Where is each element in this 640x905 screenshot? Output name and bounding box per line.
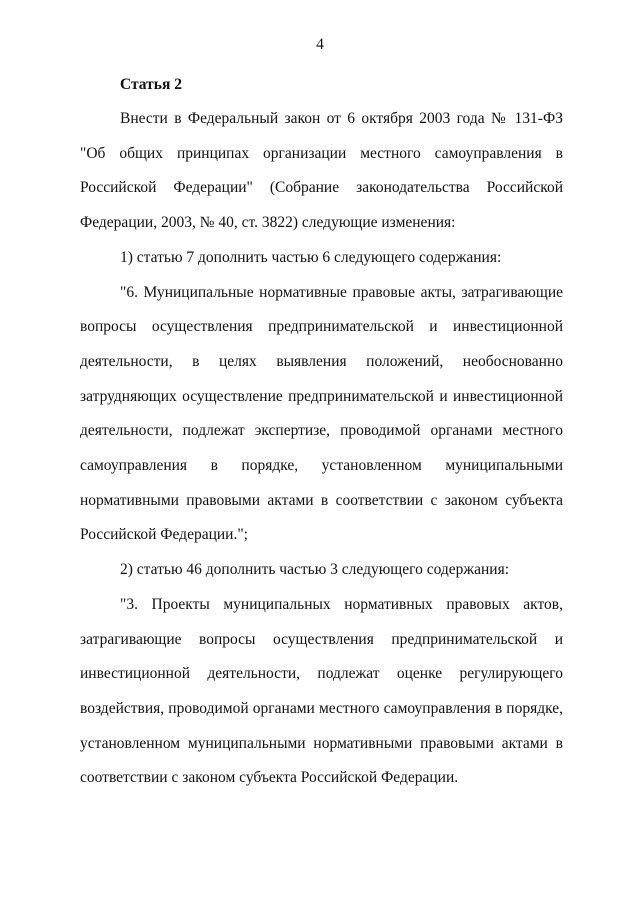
article-title: Статья 2 xyxy=(120,76,182,93)
paragraph-amendment-intro: Внести в Федеральный закон от 6 октября 2003 года № 131-ФЗ "Об общих принципах организации местного самоуправления в Российской Федерации" (Собрание законодательства Российской Федерации, 2003, № 40, ст. 3822) следующие изменения: xyxy=(80,110,563,232)
paragraph-quoted-part-6: "6. Муниципальные нормативные правовые акты, затрагивающие вопросы осуществления предпринимательской и инвестиционной деятельности, в целях выявления положений, необоснованно затрудняющих осуществление предпринимательской и инвестиционной деятельности, подлежат экспертизе, проводимой органами местного самоуправления в порядке, установленном муниципальными нормативными правовыми актами в соответствии с законом субъекта Российской Федерации."; xyxy=(80,283,563,544)
page-number: 4 xyxy=(316,36,324,53)
paragraph-item-1: 1) статью 7 дополнить частью 6 следующего содержания: xyxy=(120,248,502,266)
paragraph-item-2: 2) статью 46 дополнить частью 3 следующего содержания: xyxy=(120,561,510,579)
document-body xyxy=(80,102,563,796)
paragraph-quoted-part-3: "3. Проекты муниципальных нормативных правовых актов, затрагивающие вопросы осуществления предпринимательской и инвестиционной деятельности, подлежат оценке регулирующего воздействия, проводимой органами местного самоуправления в порядке, установленном муниципальными нормативными правовыми актами в соответствии с законом субъекта Российской Федерации. xyxy=(80,595,563,787)
